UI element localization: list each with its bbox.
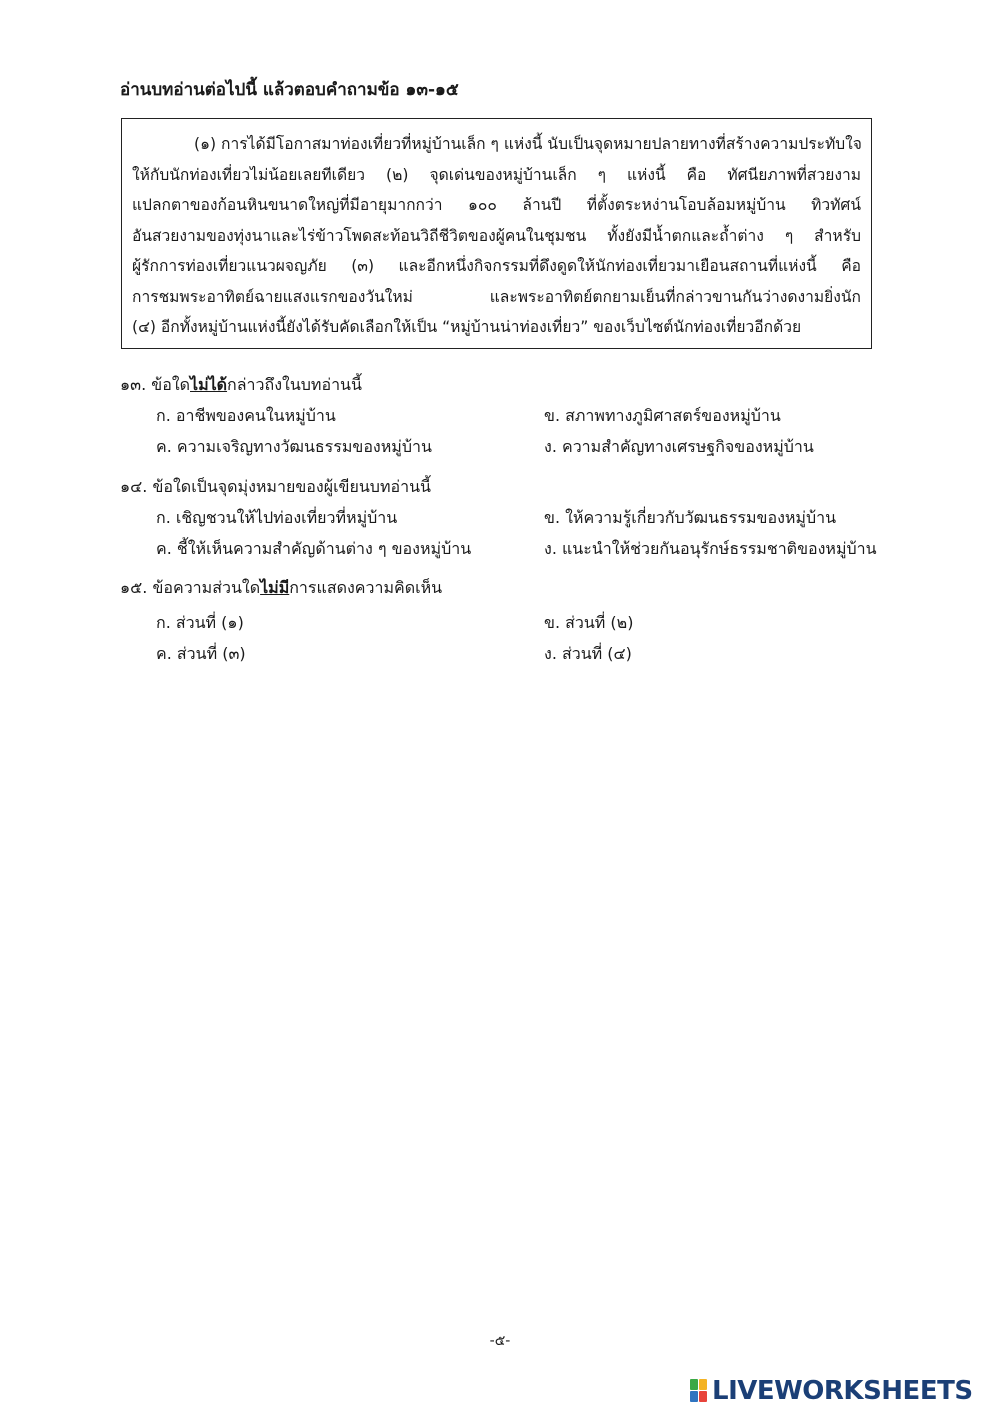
question-14-choice-c[interactable]: ค. ชี้ให้เห็นความสำคัญด้านต่าง ๆ ของหมู่บ้าน	[156, 539, 472, 558]
question-15-choice-c[interactable]: ค. ส่วนที่ (๓)	[156, 644, 246, 663]
passage-line: การชมพระอาทิตย์ฉายแสงแรกของวันใหม่ และพระอาทิตย์ตกยามเย็นที่กล่าวขานกันว่างดงามยิ่งนัก	[132, 287, 861, 306]
passage-line: (๔) อีกทั้งหมู่บ้านแห่งนี้ยังได้รับคัดเลือกให้เป็น “หมู่บ้านน่าท่องเที่ยว” ของเว็บไซต์นักท่องเที่ยวอีกด้วย	[132, 318, 802, 336]
question-13-choice-b[interactable]: ข. สภาพทางภูมิศาสตร์ของหมู่บ้าน	[544, 406, 781, 425]
question-15	[120, 577, 442, 599]
question-13-prefix: ๑๓. ข้อใด	[120, 375, 191, 394]
instruction-heading: อ่านบทอ่านต่อไปนี้ แล้วตอบคำถามข้อ ๑๓-๑๕	[120, 80, 459, 100]
question-15-choice-b[interactable]: ข. ส่วนที่ (๒)	[544, 613, 634, 632]
question-14-prefix: ๑๔. ข้อใดเป็นจุดมุ่งหมายของผู้เขียนบทอ่านนี้	[120, 477, 431, 496]
question-13-choice-d[interactable]: ง. ความสำคัญทางเศรษฐกิจของหมู่บ้าน	[544, 437, 814, 456]
question-13-choice-c[interactable]: ค. ความเจริญทางวัฒนธรรมของหมู่บ้าน	[156, 437, 432, 456]
logo-blocks-icon	[690, 1379, 708, 1403]
logo-text: LIVEWORKSHEETS	[712, 1376, 973, 1406]
question-13-suffix: กล่าวถึงในบทอ่านนี้	[227, 375, 362, 394]
question-14-choice-b[interactable]: ข. ให้ความรู้เกี่ยวกับวัฒนธรรมของหมู่บ้าน	[544, 508, 837, 527]
page-number: -๕-	[489, 1333, 511, 1349]
question-13	[120, 374, 362, 396]
question-15-prefix: ๑๕. ข้อความส่วนใด	[120, 578, 261, 597]
question-13-choice-a[interactable]: ก. อาชีพของคนในหมู่บ้าน	[156, 406, 336, 425]
question-15-choice-d[interactable]: ง. ส่วนที่ (๔)	[544, 644, 632, 663]
question-15-choice-a[interactable]: ก. ส่วนที่ (๑)	[156, 613, 244, 632]
passage-line: อันสวยงามของทุ่งนาและไร่ข้าวโพดสะท้อนวิถีชีวิตของผู้คนในชุมชน ทั้งยังมีน้ำตกและถ้ำต่าง ๆ สำหรับ	[132, 226, 861, 245]
question-14-choice-d[interactable]: ง. แนะนำให้ช่วยกันอนุรักษ์ธรรมชาติของหมู่บ้าน	[544, 539, 877, 558]
liveworksheets-logo[interactable]	[690, 1376, 973, 1406]
passage-line: แปลกตาของก้อนหินขนาดใหญ่ที่มีอายุมากกว่า ๑๐๐ ล้านปี ที่ตั้งตระหง่านโอบล้อมหมู่บ้าน ทิวทัศน์	[132, 196, 861, 214]
reading-passage-box	[121, 118, 872, 349]
question-15-suffix: การแสดงความคิดเห็น	[289, 578, 443, 597]
question-15-emphasis: ไม่มี	[260, 578, 290, 597]
passage-line: ผู้รักการท่องเที่ยวแนวผจญภัย (๓) และอีกหนึ่งกิจกรรมที่ดึงดูดให้นักท่องเที่ยวมาเยือนสถานที่แห่งนี้ คือ	[132, 257, 861, 275]
passage-line: (๑) การได้มีโอกาสมาท่องเที่ยวที่หมู่บ้านเล็ก ๆ แห่งนี้ นับเป็นจุดหมายปลายทางที่สร้างความประทับใจ	[194, 135, 862, 153]
question-14	[120, 476, 431, 498]
question-14-choice-a[interactable]: ก. เชิญชวนให้ไปท่องเที่ยวที่หมู่บ้าน	[156, 508, 398, 527]
question-13-emphasis: ไม่ได้	[190, 375, 228, 394]
passage-line: ให้กับนักท่องเที่ยวไม่น้อยเลยทีเดียว (๒) จุดเด่นของหมู่บ้านเล็ก ๆ แห่งนี้ คือ ทัศนียภาพที่สวยงาม	[132, 165, 861, 184]
